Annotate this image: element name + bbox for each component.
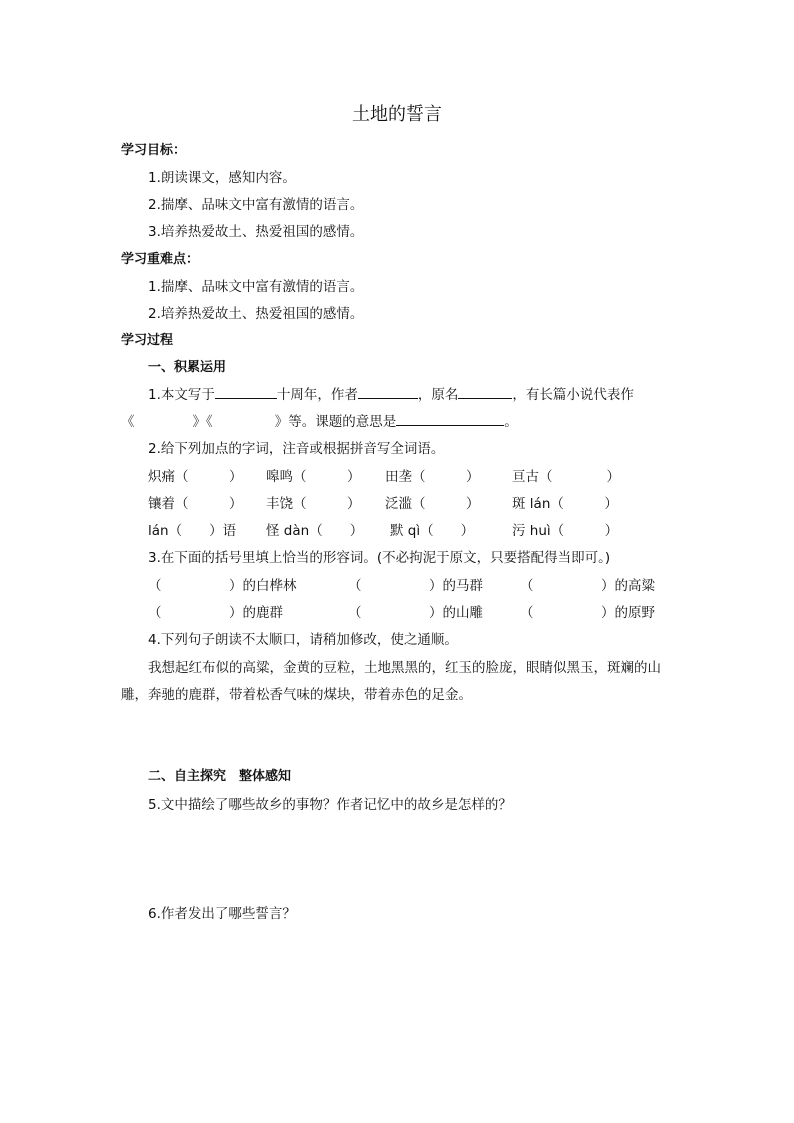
- question-1-line1: [148, 383, 634, 403]
- q1-text: 十周年，作者: [276, 387, 358, 403]
- goal-item: 2.揣摩、品味文中富有激情的语言。: [148, 197, 364, 213]
- goal-item: 1.朗读课文，感知内容。: [148, 170, 296, 186]
- pinyin-item[interactable]: 丰饶（ ）: [266, 496, 361, 512]
- key-point-item: 2.培养热爱故土、热爱祖国的感情。: [148, 306, 364, 322]
- section2-heading: 二、自主探究 整体感知: [148, 769, 292, 784]
- question-5-text: 5.文中描绘了哪些故乡的事物？作者记忆中的故乡是怎样的？: [148, 797, 512, 813]
- q1-text: 1.本文写于: [148, 387, 215, 403]
- q1-text: ，原名: [417, 387, 459, 403]
- pinyin-item[interactable]: 亘古（ ）: [512, 469, 620, 485]
- title-meaning-blank[interactable]: [396, 411, 504, 426]
- q1-text: 《: [121, 414, 135, 430]
- pinyin-item[interactable]: 斑 lán（ ）: [512, 496, 618, 512]
- key-points-heading: 学习重难点：: [121, 252, 200, 267]
- pinyin-item[interactable]: lán（ ）语: [148, 523, 237, 539]
- q1-text: 》等。课题的意思是: [274, 414, 397, 430]
- pinyin-item[interactable]: 污 huì（ ）: [512, 523, 619, 539]
- pinyin-item[interactable]: 泛滥（ ）: [385, 496, 480, 512]
- adjective-fill-item[interactable]: （ ）的高粱: [520, 578, 655, 594]
- pinyin-item[interactable]: 镶着（ ）: [148, 496, 243, 512]
- question-3-text: 3.在下面的括号里填上恰当的形容词。(不必拘泥于原文，只要搭配得当即可。): [148, 550, 611, 566]
- adjective-fill-item[interactable]: （ ）的原野: [520, 605, 655, 621]
- pinyin-item[interactable]: 炽痛（ ）: [148, 469, 243, 485]
- q1-text: 。: [504, 414, 518, 430]
- page-title: 土地的誓言: [352, 104, 442, 125]
- year-blank[interactable]: [215, 384, 277, 399]
- goals-heading: 学习目标：: [121, 143, 187, 158]
- q1-text: 》《: [192, 414, 213, 430]
- question-4-text: 4.下列句子朗读不太顺口，请稍加修改，使之通顺。: [148, 632, 458, 648]
- goal-item: 3.培养热爱故土、热爱祖国的感情。: [148, 224, 364, 240]
- section1-heading: 一、积累运用: [148, 360, 227, 375]
- pinyin-item[interactable]: 田垄（ ）: [385, 469, 480, 485]
- passage-line: 我想起红布似的高粱，金黄的豆粒，土地黑黑的，红玉的脸庞，眼睛似黑玉，斑斓的山: [148, 660, 661, 676]
- key-point-item: 1.揣摩、品味文中富有激情的语言。: [148, 279, 364, 295]
- process-heading: 学习过程: [121, 333, 174, 348]
- pinyin-item[interactable]: 嗥鸣（ ）: [266, 469, 361, 485]
- pinyin-item[interactable]: 怪 dàn（ ）: [266, 523, 364, 539]
- pinyin-item[interactable]: 默 qì（ ）: [390, 523, 475, 539]
- question-1-line2: [121, 410, 518, 430]
- adjective-fill-item[interactable]: （ ）的鹿群: [148, 605, 283, 621]
- adjective-fill-item[interactable]: （ ）的马群: [348, 578, 483, 594]
- question-6-text: 6.作者发出了哪些誓言？: [148, 906, 296, 922]
- question-2-text: 2.给下列加点的字词，注音或根据拼音写全词语。: [148, 441, 445, 457]
- author-blank[interactable]: [358, 384, 418, 399]
- q1-text: ，有长篇小说代表作: [512, 387, 634, 403]
- passage-line: 雕，奔驰的鹿群，带着松香气味的煤块，带着赤色的足金。: [121, 687, 472, 703]
- adjective-fill-item[interactable]: （ ）的白桦林: [148, 578, 297, 594]
- original-name-blank[interactable]: [458, 384, 512, 399]
- adjective-fill-item[interactable]: （ ）的山雕: [348, 605, 483, 621]
